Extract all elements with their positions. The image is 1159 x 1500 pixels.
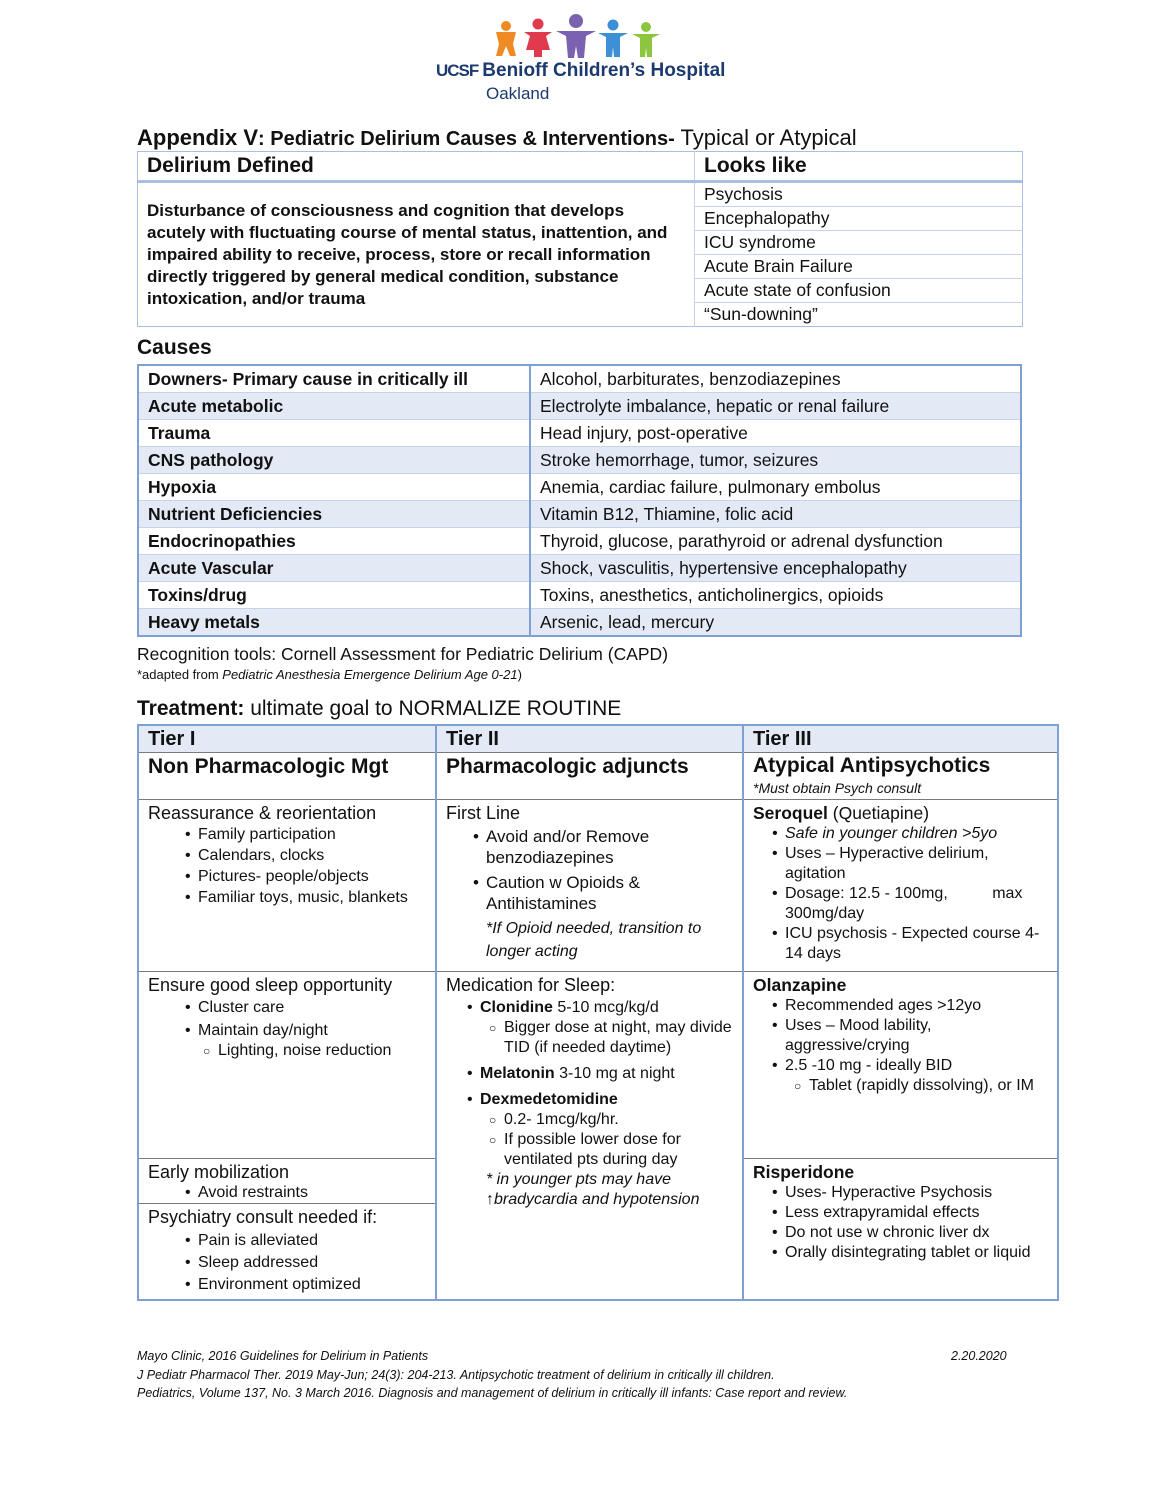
table-row: Heavy metals Arsenic, lead, mercury: [138, 609, 1021, 637]
tier-3-title: Atypical Antipsychotics *Must obtain Psych consult: [744, 753, 1057, 800]
adapted-note: *adapted from Pediatric Anesthesia Emergence Delirium Age 0-21): [137, 667, 522, 682]
table-row: Trauma Head injury, post-operative: [138, 420, 1021, 447]
looks-like-header: Looks like: [695, 152, 1023, 182]
hospital-logo: [436, 14, 726, 104]
page-title: Appendix V: Pediatric Delirium Causes & Interventions- Typical or Atypical: [137, 125, 857, 150]
looks-like-item: Acute state of confusion: [695, 279, 1023, 303]
dexmedetomidine-note: * in younger pts may have: [486, 1171, 671, 1188]
table-row: Acute Vascular Shock, vasculitis, hypertensive encephalopathy: [138, 555, 1021, 582]
tier-1-title: Non Pharmacologic Mgt: [139, 753, 435, 800]
tier-3-column: [744, 726, 1057, 1299]
up-arrow-icon: ↑: [486, 1191, 494, 1208]
table-row: Nutrient Deficiencies Vitamin B12, Thiamine, folic acid: [138, 501, 1021, 528]
tier-1-label: Tier I: [139, 726, 435, 753]
looks-like-item: Encephalopathy: [695, 207, 1023, 231]
olanzapine-cell: Olanzapine • Recommended ages >12yo • Uses – Mood lability, aggressive/crying • 2.5 -10 mg - ideally BID ○ Tablet (rapidly dissolving), or IM: [744, 971, 1057, 1158]
seroquel-cell: Seroquel (Quetiapine) • Safe in younger children >5yo • Uses – Hyperactive delirium, agitation • Dosage: 12.5 - 100mg, max 300mg/day • ICU psychosis - Expected course 4-14 days: [744, 800, 1057, 971]
delirium-definition-table: [137, 151, 1023, 327]
document-date: 2.20.2020: [951, 1349, 1007, 1363]
risperidone-cell: Risperidone • Uses- Hyperactive Psychosis • Less extrapyramidal effects • Do not use w chronic liver dx • Orally disintegrating tablet or liquid: [744, 1158, 1057, 1299]
delirium-defined-header: Delirium Defined: [138, 152, 695, 182]
children-figures-icon: [486, 14, 666, 58]
causes-table: [137, 364, 1022, 637]
first-line-cell: First Line • Avoid and/or Remove benzodiazepines • Caution w Opioids & Antihistamines *If Opioid needed, transition to longer acting: [437, 800, 742, 971]
tier-1-column: [139, 726, 437, 1299]
reference-1: Mayo Clinic, 2016 Guidelines for Delirium in Patients: [137, 1349, 429, 1363]
table-row: CNS pathology Stroke hemorrhage, tumor, seizures: [138, 447, 1021, 474]
table-row: Hypoxia Anemia, cardiac failure, pulmonary embolus: [138, 474, 1021, 501]
tier-2-title: Pharmacologic adjuncts: [437, 753, 742, 800]
reference-2: J Pediatr Pharmacol Ther. 2019 May-Jun; 24(3): 204-213. Antipsychotic treatment of delirium in critically ill children.: [137, 1368, 775, 1382]
sleep-opportunity-cell: Ensure good sleep opportunity • Cluster care • Maintain day/night ○ Lighting, noise reduction: [139, 971, 435, 1158]
tier-2-column: [437, 726, 744, 1299]
table-row: Acute metabolic Electrolyte imbalance, hepatic or renal failure: [138, 393, 1021, 420]
opioid-note: *If Opioid needed, transition to longer acting: [486, 920, 702, 960]
sleep-medication-cell: Medication for Sleep: • Clonidine 5-10 mcg/kg/d ○ Bigger dose at night, may divide TID (if needed daytime) • Melatonin 3-10 mg at night • Dexmedetomidine ○ 0.2- 1mcg/kg/hr. ○ If possible lower dose for ventilated pts during day * in younger pts may have ↑bradycardia and hypotension: [437, 971, 742, 1299]
early-mobilization-cell: Early mobilization • Avoid restraints: [139, 1158, 435, 1203]
looks-like-item: Acute Brain Failure: [695, 255, 1023, 279]
delirium-definition-text: Disturbance of consciousness and cognition that develops acutely with fluctuating course of mental status, inattention, and impaired ability to receive, process, store or recall information directly triggered by general medical condition, substance intoxication, and/or trauma: [147, 200, 668, 308]
looks-like-item: ICU syndrome: [695, 231, 1023, 255]
recognition-tools: Recognition tools: Cornell Assessment for Pediatric Delirium (CAPD): [137, 644, 669, 664]
hospital-name: UCSF Benioff Children’s Hospital: [436, 60, 726, 81]
hospital-location: Oakland: [486, 84, 550, 103]
looks-like-item: “Sun-downing”: [695, 303, 1023, 327]
looks-like-item: Psychosis: [695, 182, 1023, 207]
psychiatry-consult-cell: Psychiatry consult needed if: • Pain is alleviated • Sleep addressed • Environment optimized: [139, 1203, 435, 1299]
table-row: Endocrinopathies Thyroid, glucose, parathyroid or adrenal dysfunction: [138, 528, 1021, 555]
causes-heading: Causes: [137, 336, 212, 359]
reference-3: Pediatrics, Volume 137, No. 3 March 2016. Diagnosis and management of delirium in critically ill infants: Case report and review.: [137, 1386, 848, 1400]
reassurance-cell: Reassurance & reorientation • Family participation • Calendars, clocks • Pictures- people/objects • Familiar toys, music, blankets: [139, 800, 435, 971]
table-row: Toxins/drug Toxins, anesthetics, anticholinergics, opioids: [138, 582, 1021, 609]
tier-2-label: Tier II: [437, 726, 742, 753]
treatment-heading: Treatment: ultimate goal to NORMALIZE ROUTINE: [137, 697, 622, 720]
tier-3-label: Tier III: [744, 726, 1057, 753]
psych-consult-note: *Must obtain Psych consult: [753, 780, 922, 796]
dexmedetomidine-warning: ↑bradycardia and hypotension: [486, 1191, 700, 1208]
treatment-table: [137, 724, 1059, 1301]
table-row: Downers- Primary cause in critically ill Alcohol, barbiturates, benzodiazepines: [138, 365, 1021, 393]
